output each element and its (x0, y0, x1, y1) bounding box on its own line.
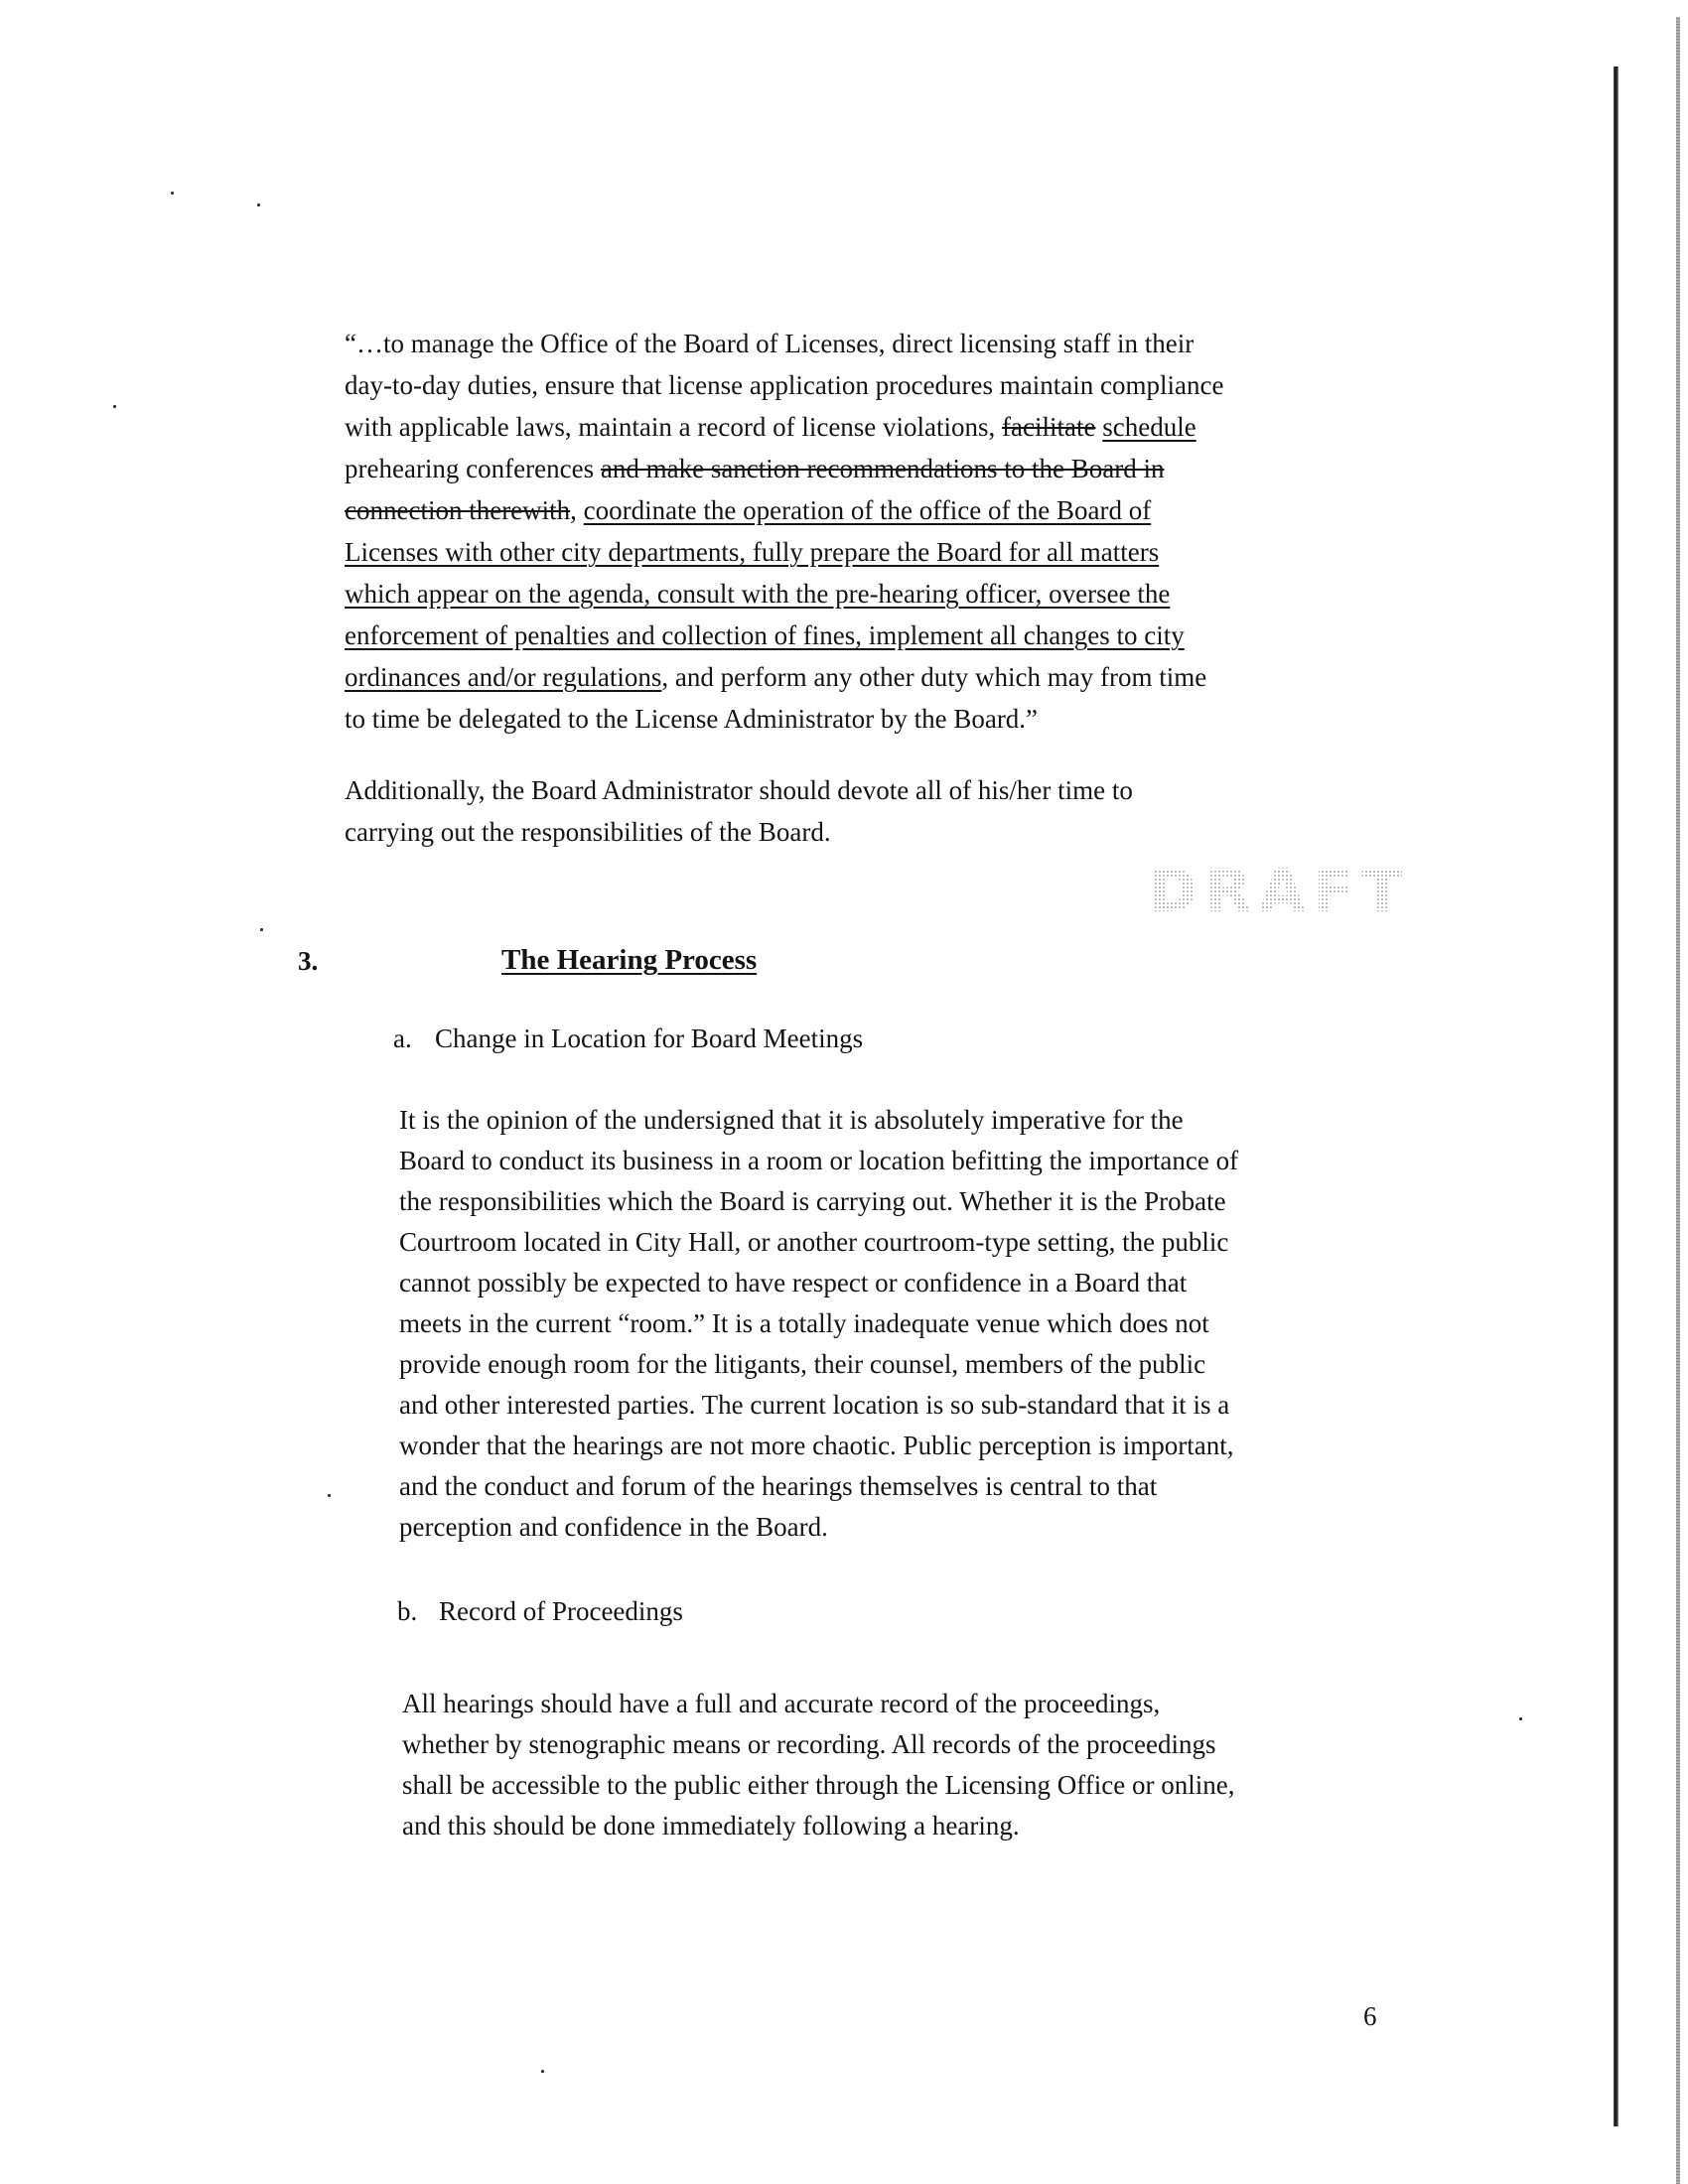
paragraph-line: meets in the current “room.” It is a totally inadequate venue which does not (399, 1308, 1209, 1338)
subsection-marker: b. (397, 1596, 418, 1626)
scan-speck (328, 1494, 331, 1497)
inserted-text: ordinances and/or regulations (345, 662, 662, 692)
subsection-a-heading (393, 1023, 863, 1054)
text-segment: with applicable laws, maintain a record of license violations, (345, 412, 1003, 442)
scan-speck (257, 204, 260, 206)
text-segment: , (570, 495, 584, 525)
paragraph-line: perception and confidence in the Board. (399, 1512, 828, 1542)
inserted-text: coordinate the operation of the office of the Board of (583, 495, 1152, 525)
scan-speck (541, 2070, 544, 2073)
inserted-text: which appear on the agenda, consult with the pre-hearing officer, oversee the (345, 579, 1171, 609)
deleted-text: connection therewith (345, 495, 571, 525)
paragraph-line: and other interested parties. The current location is so sub-standard that it is a (399, 1390, 1230, 1420)
text-segment: , and perform any other duty which may from time (661, 662, 1207, 692)
paragraph-line: wonder that the hearings are not more chaotic. Public perception is important, (399, 1431, 1234, 1460)
quote-line (345, 328, 1194, 359)
inserted-text: enforcement of penalties and collection of fines, implement all changes to city (345, 620, 1185, 650)
scan-speck (1519, 1717, 1522, 1720)
deleted-text: facilitate (1002, 412, 1096, 442)
paragraph-line: Courtroom located in City Hall, or another courtroom-type setting, the public (399, 1227, 1229, 1257)
section-title: The Hearing Process (501, 944, 758, 976)
paragraph-line: whether by stenographic means or recording. All records of the proceedings (402, 1729, 1216, 1759)
deleted-text: and make sanction recommendations to the Board in (600, 454, 1165, 483)
paragraph-line: carrying out the responsibilities of the Board. (345, 817, 831, 847)
scan-speck (260, 928, 263, 931)
quote-line (345, 703, 1038, 735)
paragraph-line: Board to conduct its business in a room or location befitting the importance of (399, 1146, 1239, 1175)
subsection-b-heading (397, 1595, 683, 1627)
paragraph-line: Additionally, the Board Administrator should devote all of his/her time to (345, 775, 1133, 805)
text-segment: day-to-day duties, ensure that license application procedures maintain compliance (345, 370, 1224, 400)
text-segment: prehearing conferences (345, 454, 601, 483)
inserted-text: Licenses with other city departments, fully prepare the Board for all matters (345, 537, 1160, 567)
paragraph-line: and the conduct and forum of the hearings themselves is central to that (399, 1471, 1158, 1501)
page-number: 6 (1363, 2001, 1377, 2031)
quote-line (345, 369, 1223, 401)
draft-watermark (1142, 854, 1579, 923)
text-segment: “…to manage the Office of the Board of Licenses, direct licensing staff in their (345, 329, 1195, 358)
paragraph-line: shall be accessible to the public either through the Licensing Office or online, (402, 1770, 1235, 1800)
quote-line (345, 411, 1196, 443)
quote-line (345, 619, 1185, 651)
paragraph-line: the responsibilities which the Board is carrying out. Whether it is the Probate (399, 1186, 1226, 1216)
subsection-title: Record of Proceedings (439, 1596, 683, 1626)
quote-line (345, 536, 1159, 568)
scan-speck (171, 192, 174, 195)
draft-watermark-text: DRAFT (1148, 857, 1411, 923)
paragraph-line: All hearings should have a full and accurate record of the proceedings, (402, 1689, 1161, 1718)
subsection-title: Change in Location for Board Meetings (435, 1024, 864, 1053)
paragraph-line: and this should be done immediately following a hearing. (402, 1811, 1020, 1841)
scan-speck (113, 405, 116, 408)
quote-line (345, 453, 1164, 484)
quote-line (345, 494, 1151, 526)
quote-line (345, 661, 1206, 693)
draft-watermark-graphic (1142, 854, 1579, 923)
inserted-text: schedule (1102, 412, 1196, 442)
scan-edge-line (1676, 17, 1680, 2184)
quote-line (345, 578, 1170, 610)
text-segment: to time be delegated to the License Administrator by the Board.” (345, 704, 1039, 734)
paragraph-line: provide enough room for the litigants, their counsel, members of the public (399, 1349, 1206, 1379)
paragraph-line: cannot possibly be expected to have respect or confidence in a Board that (399, 1268, 1188, 1297)
paragraph-line: It is the opinion of the undersigned that it is absolutely imperative for the (399, 1105, 1184, 1135)
subsection-marker: a. (393, 1024, 412, 1053)
scan-edge-line (1614, 67, 1618, 2126)
section-number: 3. (298, 946, 319, 976)
